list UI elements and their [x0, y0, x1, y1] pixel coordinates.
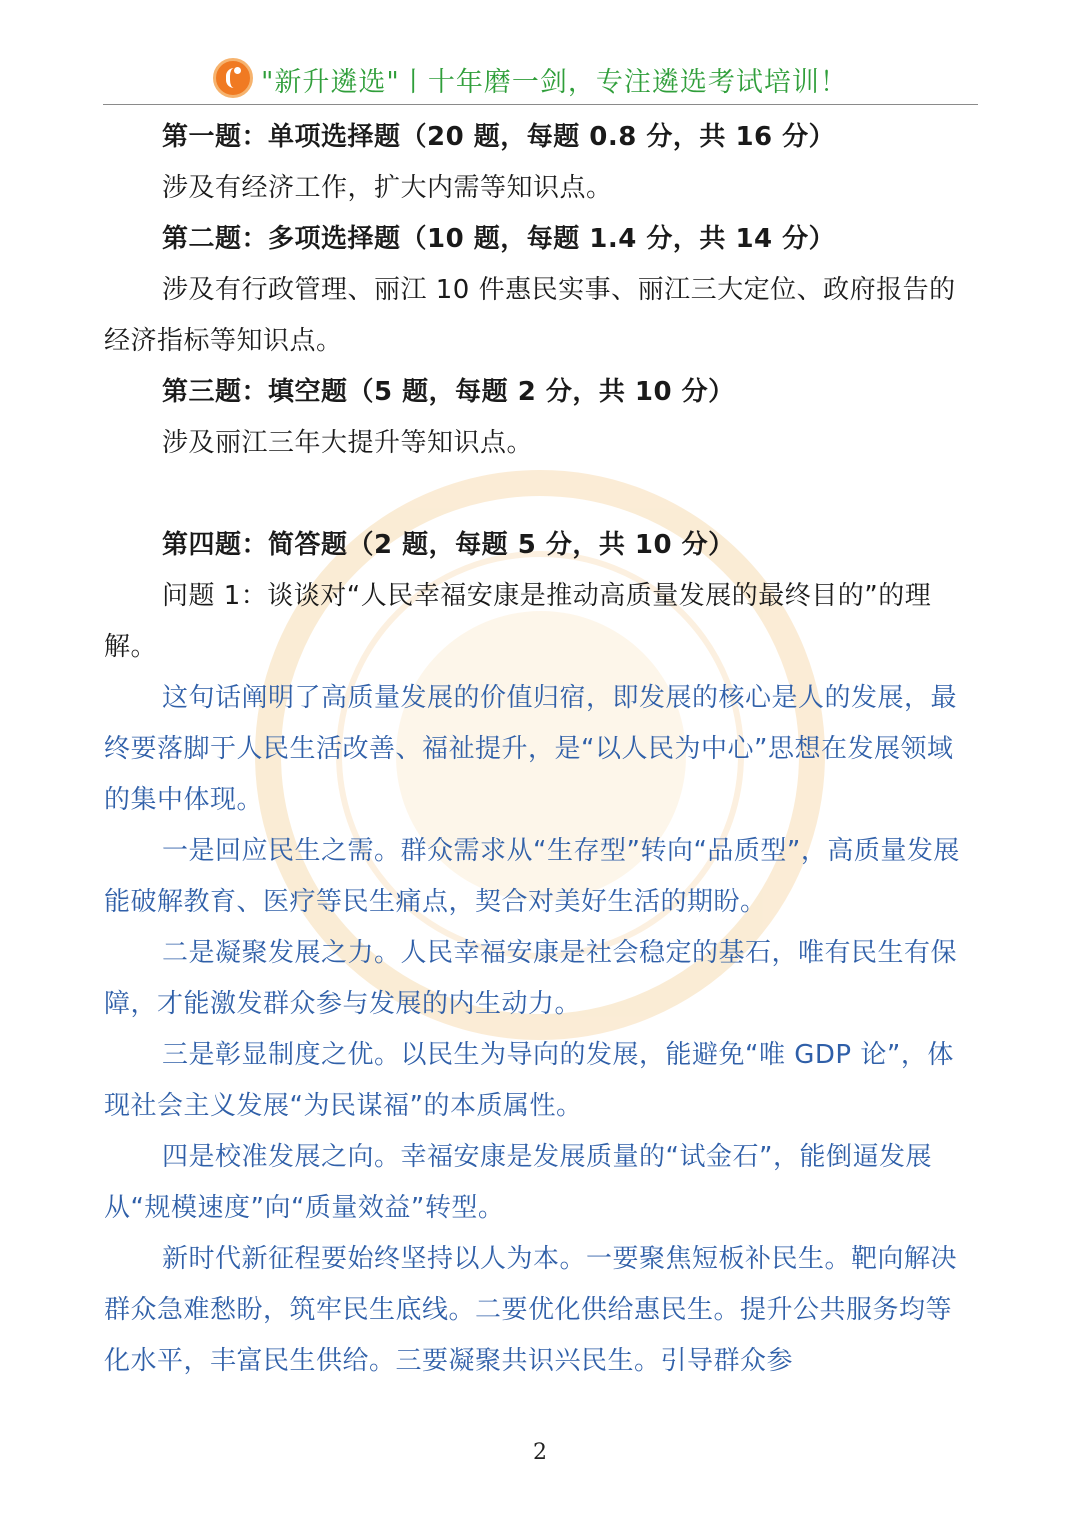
- answer-paragraph: 这句话阐明了高质量发展的价值归宿，即发展的核心是人的发展，最终要落脚于人民生活改善、福祉提升，是“以人民为中心”思想在发展领域的集中体现。: [104, 683, 958, 815]
- paragraph: 涉及有经济工作，扩大内需等知识点。: [162, 173, 613, 203]
- paragraph: 涉及丽江三年大提升等知识点。: [162, 428, 534, 458]
- section-heading-2: 第二题：多项选择题（10 题，每题 1.4 分，共 14 分）: [162, 224, 836, 254]
- answer-paragraph: 新时代新征程要始终坚持以人为本。一要聚焦短板补民生。靶向解决群众急难愁盼，筑牢民生底线。二要优化供给惠民生。提升公共服务均等化水平，丰富民生供给。三要凝聚共识兴民生。引导群众参: [104, 1244, 958, 1376]
- answer-paragraph: 四是校准发展之向。幸福安康是发展质量的“试金石”，能倒逼发展从“规模速度”向“质量效益”转型。: [104, 1142, 932, 1223]
- paragraph: 涉及有行政管理、丽江 10 件惠民实事、丽江三大定位、政府报告的经济指标等知识点。: [104, 275, 956, 356]
- question-text: 问题 1：谈谈对“人民幸福安康是推动高质量发展的最终目的”的理解。: [104, 581, 932, 662]
- spacer: [104, 469, 978, 520]
- section-heading-3: 第三题：填空题（5 题，每题 2 分，共 10 分）: [162, 377, 735, 407]
- answer-paragraph: 一是回应民生之需。群众需求从“生存型”转向“品质型”，高质量发展能破解教育、医疗等民生痛点，契合对美好生活的期盼。: [104, 836, 960, 917]
- document-body: [104, 112, 978, 1387]
- section-heading-1: 第一题：单项选择题（20 题，每题 0.8 分，共 16 分）: [162, 122, 836, 152]
- section-heading-4: 第四题：简答题（2 题，每题 5 分，共 10 分）: [162, 530, 735, 560]
- answer-paragraph: 二是凝聚发展之力。人民幸福安康是社会稳定的基石，唯有民生有保障，才能激发群众参与发展的内生动力。: [104, 938, 958, 1019]
- logo-icon: [213, 58, 253, 98]
- page-number: 2: [533, 1440, 547, 1465]
- page-header: [103, 52, 978, 105]
- header-slogan: "新升遴选"丨十年磨一剑，专注遴选考试培训！: [261, 67, 848, 98]
- answer-paragraph: 三是彰显制度之优。以民生为导向的发展，能避免“唯 GDP 论”，体现社会主义发展“为民谋福”的本质属性。: [104, 1040, 954, 1121]
